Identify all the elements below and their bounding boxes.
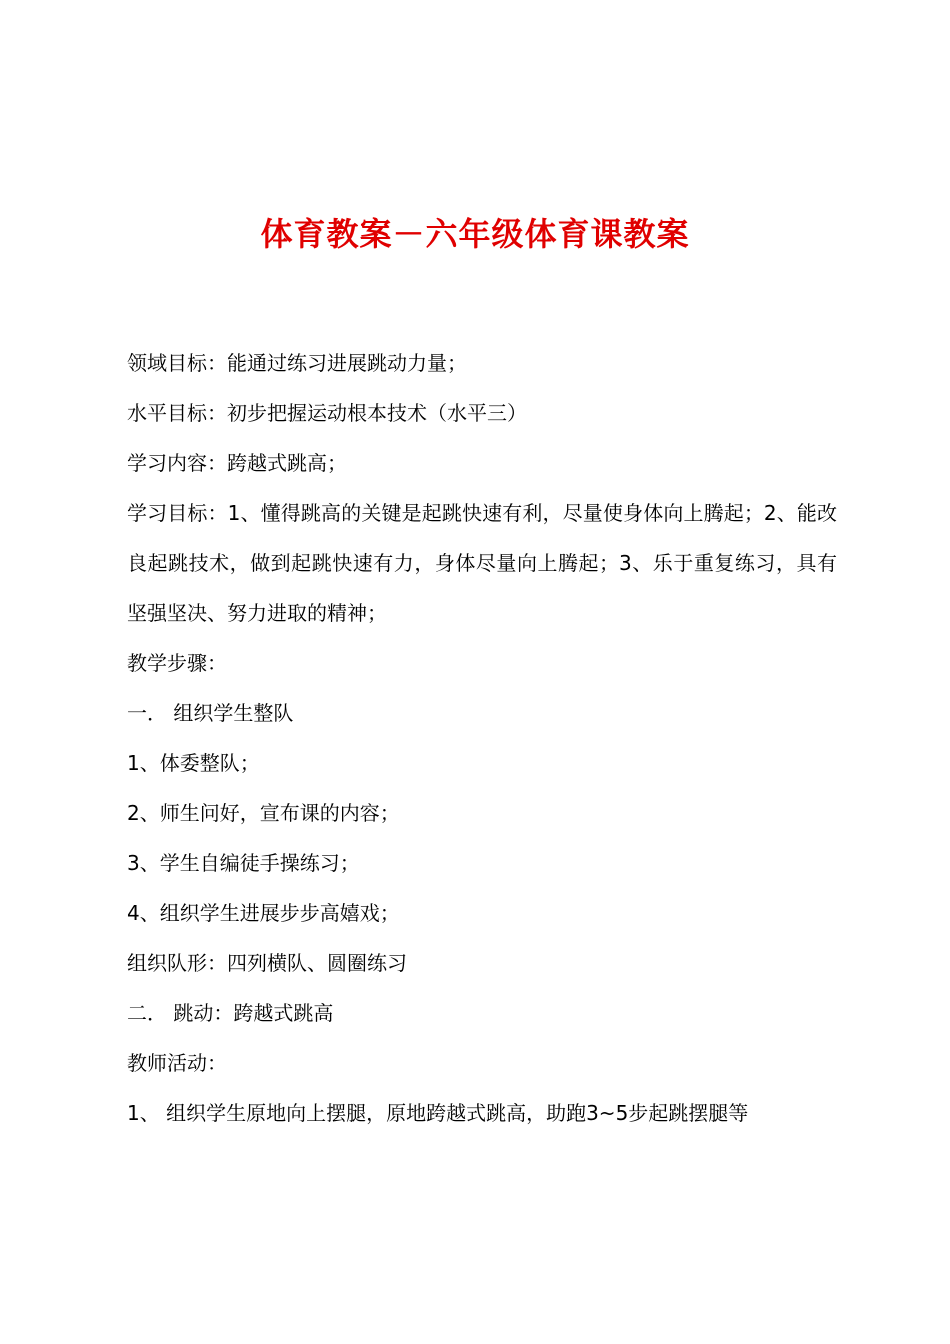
text-line-formation: 组织队形：四列横队、圆圈练习	[127, 951, 407, 975]
document-body	[127, 338, 837, 1138]
list-item: 3、学生自编徒手操练习；	[127, 851, 360, 875]
list-item: 1、体委整队；	[127, 751, 260, 775]
text-line-teaching-steps: 教学步骤：	[127, 651, 227, 675]
list-item: 1、 组织学生原地向上摆腿，原地跨越式跳高，助跑3~5步起跳摆腿等	[127, 1101, 749, 1125]
text-paragraph-learning-goals: 学习目标：1、懂得跳高的关键是起跳快速有利，尽量使身体向上腾起；2、能改良起跳技术，做到起跳快速有力，身体尽量向上腾起；3、乐于重复练习，具有坚强坚决、努力进取的精神；	[127, 501, 837, 625]
section-heading-1: 一． 组织学生整队	[127, 701, 294, 725]
text-line-domain-goal: 领域目标：能通过练习进展跳动力量；	[127, 351, 467, 375]
list-item: 2、师生问好，宣布课的内容；	[127, 801, 400, 825]
document-title: 体育教案－六年级体育课教案	[260, 215, 690, 253]
text-line-level-goal: 水平目标：初步把握运动根本技术（水平三）	[127, 401, 527, 425]
list-item: 4、组织学生进展步步高嬉戏；	[127, 901, 400, 925]
section-heading-2: 二． 跳动：跨越式跳高	[127, 1001, 334, 1025]
text-line-learning-content: 学习内容：跨越式跳高；	[127, 451, 347, 475]
text-line-teacher-activity: 教师活动：	[127, 1051, 227, 1075]
